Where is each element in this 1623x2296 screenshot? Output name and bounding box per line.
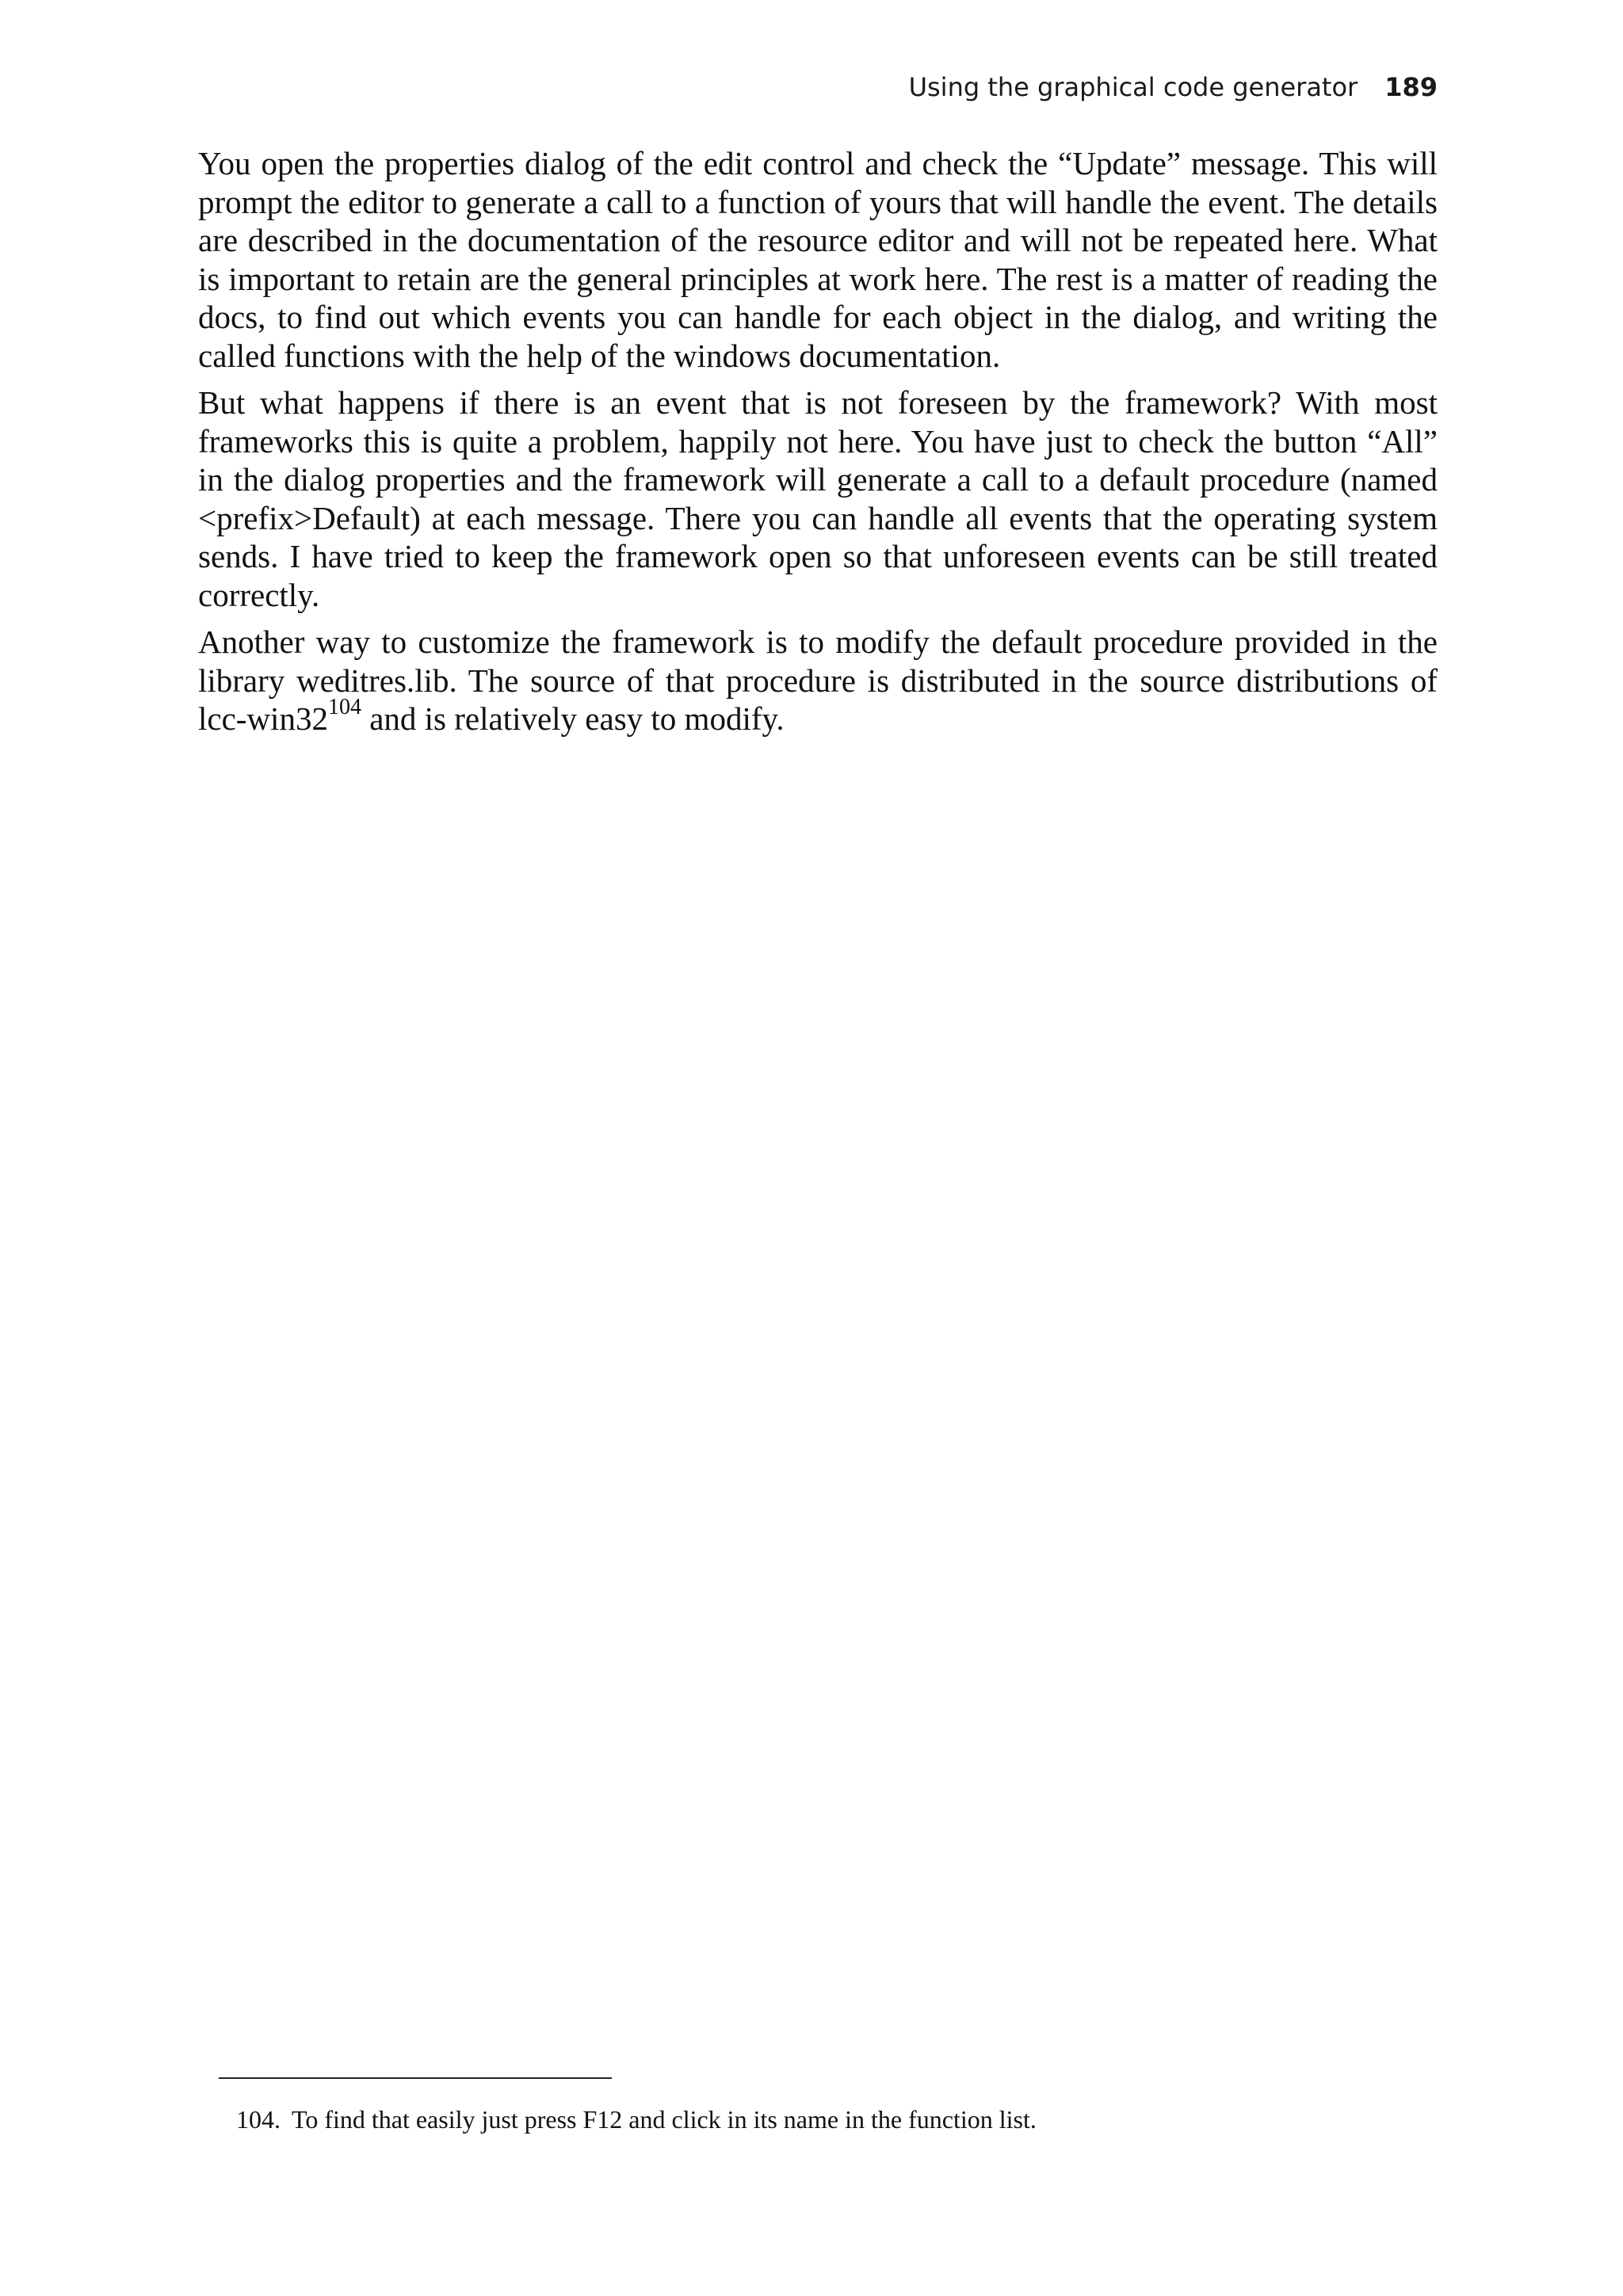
paragraph-3-text-start: Another way to customize the framework is to modify the default procedure provided in the library weditres.lib. The source of that procedure is distributed in the source distributions of lcc-win32 [198, 624, 1438, 737]
page-number: 189 [1384, 72, 1438, 102]
paragraph-3 [198, 623, 1438, 738]
running-header [198, 71, 1438, 103]
paragraph-3-text-end: and is relatively easy to modify. [361, 700, 785, 737]
footnote-text: To find that easily just press F12 and click in its name in the function list. [292, 2105, 1037, 2134]
body-text [198, 144, 1438, 747]
footnote-number: 104. [236, 2105, 281, 2134]
footnote-reference[interactable]: 104 [327, 695, 361, 719]
paragraph-1: You open the properties dialog of the edit control and check the “Update” message. This will prompt the editor to generate a call to a function of yours that will handle the event. The details are described in the documentation of the resource editor and will not be repeated here. What is important to retain are the general principles at work here. The rest is a matter of reading the docs, to find out which events you can handle for each object in the dialog, and writing the called functions with the help of the windows documentation. [198, 145, 1438, 374]
paragraph-2: But what happens if there is an event that is not foreseen by the framework? With most frameworks this is quite a problem, happily not here. You have just to check the button “All” in the dialog properties and the framework will generate a call to a default procedure (named <prefix>Default) at each message. There you can handle all events that the operating system sends. I have tried to keep the framework open so that unforeseen events can be still treated correctly. [198, 384, 1438, 613]
footnote-divider [219, 2077, 612, 2079]
header-title: Using the graphical code generator [908, 72, 1358, 102]
footnote [236, 2103, 1425, 2135]
